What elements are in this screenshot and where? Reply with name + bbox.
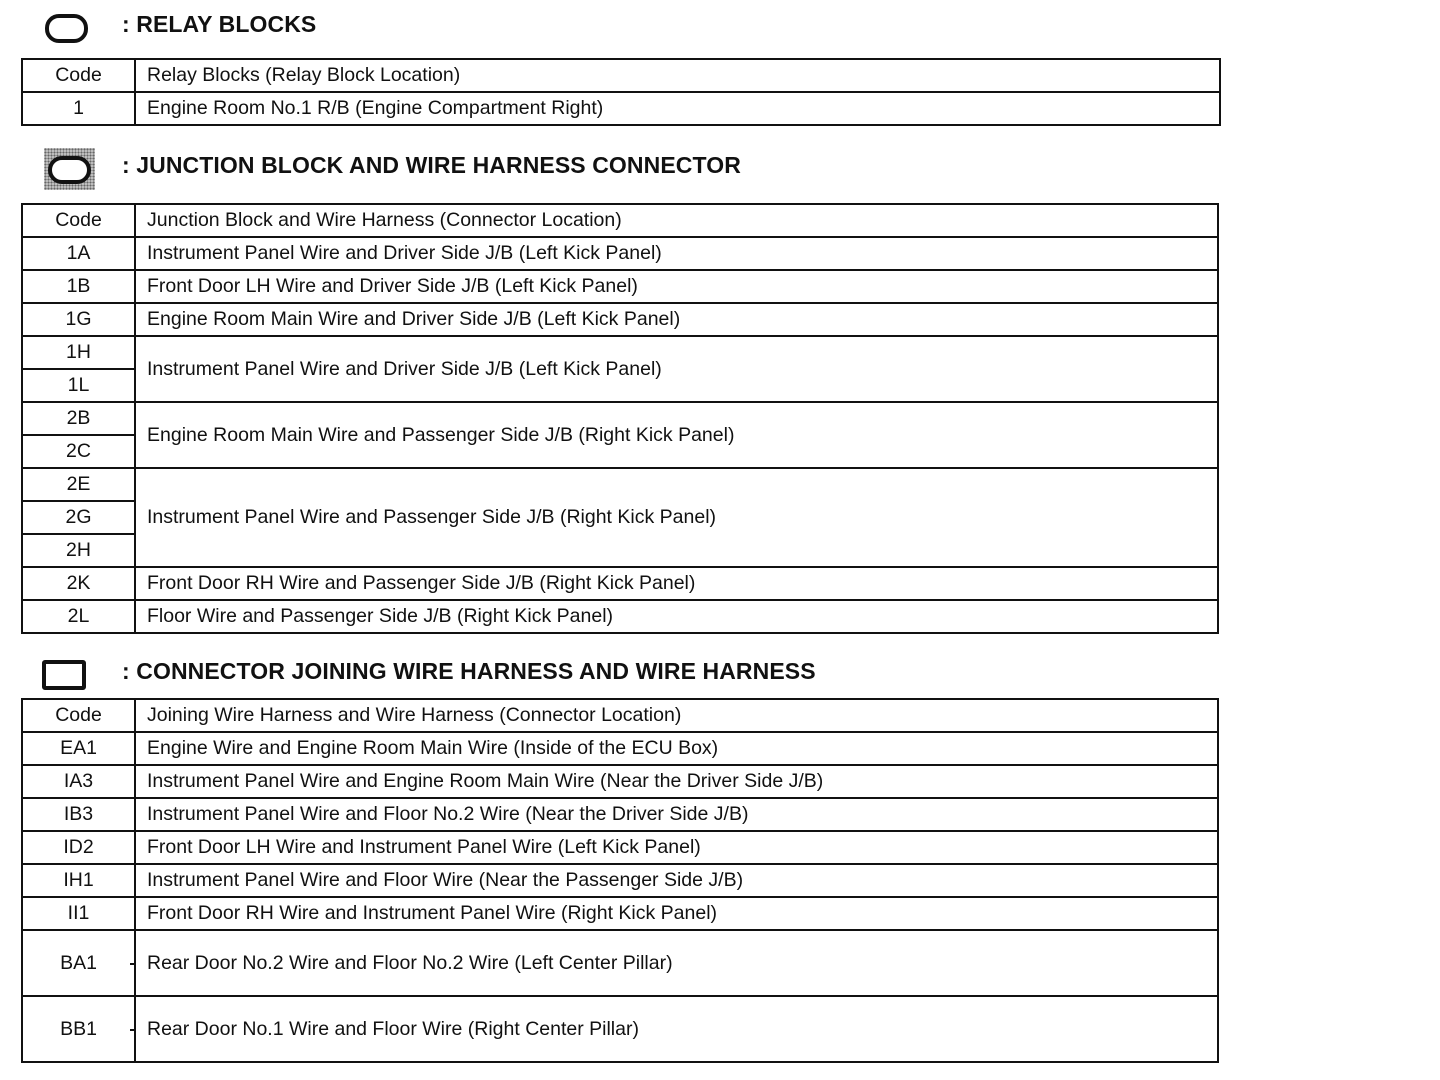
description-cell: Front Door LH Wire and Driver Side J/B (Left Kick Panel) bbox=[135, 270, 1218, 303]
table-row bbox=[22, 270, 1218, 303]
table-row bbox=[22, 732, 1218, 765]
code-cell: 1A bbox=[22, 237, 135, 270]
header-description: Junction Block and Wire Harness (Connector Location) bbox=[135, 204, 1218, 237]
table-row bbox=[22, 897, 1218, 930]
header-description: Relay Blocks (Relay Block Location) bbox=[135, 59, 1220, 92]
table-row bbox=[22, 303, 1218, 336]
description-cell: Floor Wire and Passenger Side J/B (Right Kick Panel) bbox=[135, 600, 1218, 633]
relay-block-symbol-icon bbox=[45, 14, 88, 43]
code-cell: EA1 bbox=[22, 732, 135, 765]
relay-blocks-table bbox=[21, 58, 1221, 126]
description-cell: Instrument Panel Wire and Engine Room Main Wire (Near the Driver Side J/B) bbox=[135, 765, 1218, 798]
header-description: Joining Wire Harness and Wire Harness (Connector Location) bbox=[135, 699, 1218, 732]
table-row bbox=[22, 567, 1218, 600]
code-cell: BA1 bbox=[22, 930, 135, 996]
description-cell: Front Door RH Wire and Passenger Side J/B (Right Kick Panel) bbox=[135, 567, 1218, 600]
connector-joining-table bbox=[21, 698, 1219, 1063]
code-cell: BB1 bbox=[22, 996, 135, 1062]
description-cell: Instrument Panel Wire and Driver Side J/B (Left Kick Panel) bbox=[135, 336, 1218, 402]
table-row bbox=[22, 930, 1218, 996]
header-code: Code bbox=[22, 699, 135, 732]
connector-symbol-icon bbox=[42, 660, 86, 690]
junction-block-title: : JUNCTION BLOCK AND WIRE HARNESS CONNECTOR bbox=[122, 152, 741, 178]
description-cell: Engine Wire and Engine Room Main Wire (Inside of the ECU Box) bbox=[135, 732, 1218, 765]
table-row bbox=[22, 402, 1218, 435]
code-cell: 2B bbox=[22, 402, 135, 435]
table-row bbox=[22, 765, 1218, 798]
table-row bbox=[22, 336, 1218, 369]
code-cell: 2K bbox=[22, 567, 135, 600]
table-row bbox=[22, 996, 1218, 1062]
table-row bbox=[22, 237, 1218, 270]
junction-block-symbol-icon bbox=[48, 156, 91, 184]
description-cell: Rear Door No.1 Wire and Floor Wire (Right Center Pillar) bbox=[135, 996, 1218, 1062]
description-cell: Front Door LH Wire and Instrument Panel Wire (Left Kick Panel) bbox=[135, 831, 1218, 864]
table-row bbox=[22, 798, 1218, 831]
code-cell: 2H bbox=[22, 534, 135, 567]
header-code: Code bbox=[22, 59, 135, 92]
description-cell: Front Door RH Wire and Instrument Panel Wire (Right Kick Panel) bbox=[135, 897, 1218, 930]
table-row bbox=[22, 92, 1220, 125]
description-cell: Engine Room No.1 R/B (Engine Compartment Right) bbox=[135, 92, 1220, 125]
code-cell: IA3 bbox=[22, 765, 135, 798]
code-cell: 1G bbox=[22, 303, 135, 336]
junction-block-table bbox=[21, 203, 1219, 634]
code-cell: 2G bbox=[22, 501, 135, 534]
code-cell: 2L bbox=[22, 600, 135, 633]
code-cell: II1 bbox=[22, 897, 135, 930]
description-cell: Rear Door No.2 Wire and Floor No.2 Wire (Left Center Pillar) bbox=[135, 930, 1218, 996]
code-cell: 2E bbox=[22, 468, 135, 501]
description-cell: Engine Room Main Wire and Passenger Side J/B (Right Kick Panel) bbox=[135, 402, 1218, 468]
table-header-row bbox=[22, 204, 1218, 237]
description-cell: Instrument Panel Wire and Passenger Side J/B (Right Kick Panel) bbox=[135, 468, 1218, 567]
code-cell: ID2 bbox=[22, 831, 135, 864]
description-cell: Instrument Panel Wire and Driver Side J/B (Left Kick Panel) bbox=[135, 237, 1218, 270]
description-cell: Engine Room Main Wire and Driver Side J/B (Left Kick Panel) bbox=[135, 303, 1218, 336]
code-cell: IH1 bbox=[22, 864, 135, 897]
table-row bbox=[22, 600, 1218, 633]
table-row bbox=[22, 864, 1218, 897]
code-cell: 1H bbox=[22, 336, 135, 369]
table-row bbox=[22, 468, 1218, 501]
code-cell: 1L bbox=[22, 369, 135, 402]
relay-blocks-title: : RELAY BLOCKS bbox=[122, 11, 317, 37]
table-row bbox=[22, 831, 1218, 864]
code-cell: 1 bbox=[22, 92, 135, 125]
connector-joining-title: : CONNECTOR JOINING WIRE HARNESS AND WIRE HARNESS bbox=[122, 658, 816, 684]
table-header-row bbox=[22, 699, 1218, 732]
table-header-row bbox=[22, 59, 1220, 92]
code-cell: 1B bbox=[22, 270, 135, 303]
code-cell: 2C bbox=[22, 435, 135, 468]
code-cell: IB3 bbox=[22, 798, 135, 831]
description-cell: Instrument Panel Wire and Floor No.2 Wire (Near the Driver Side J/B) bbox=[135, 798, 1218, 831]
header-code: Code bbox=[22, 204, 135, 237]
description-cell: Instrument Panel Wire and Floor Wire (Near the Passenger Side J/B) bbox=[135, 864, 1218, 897]
